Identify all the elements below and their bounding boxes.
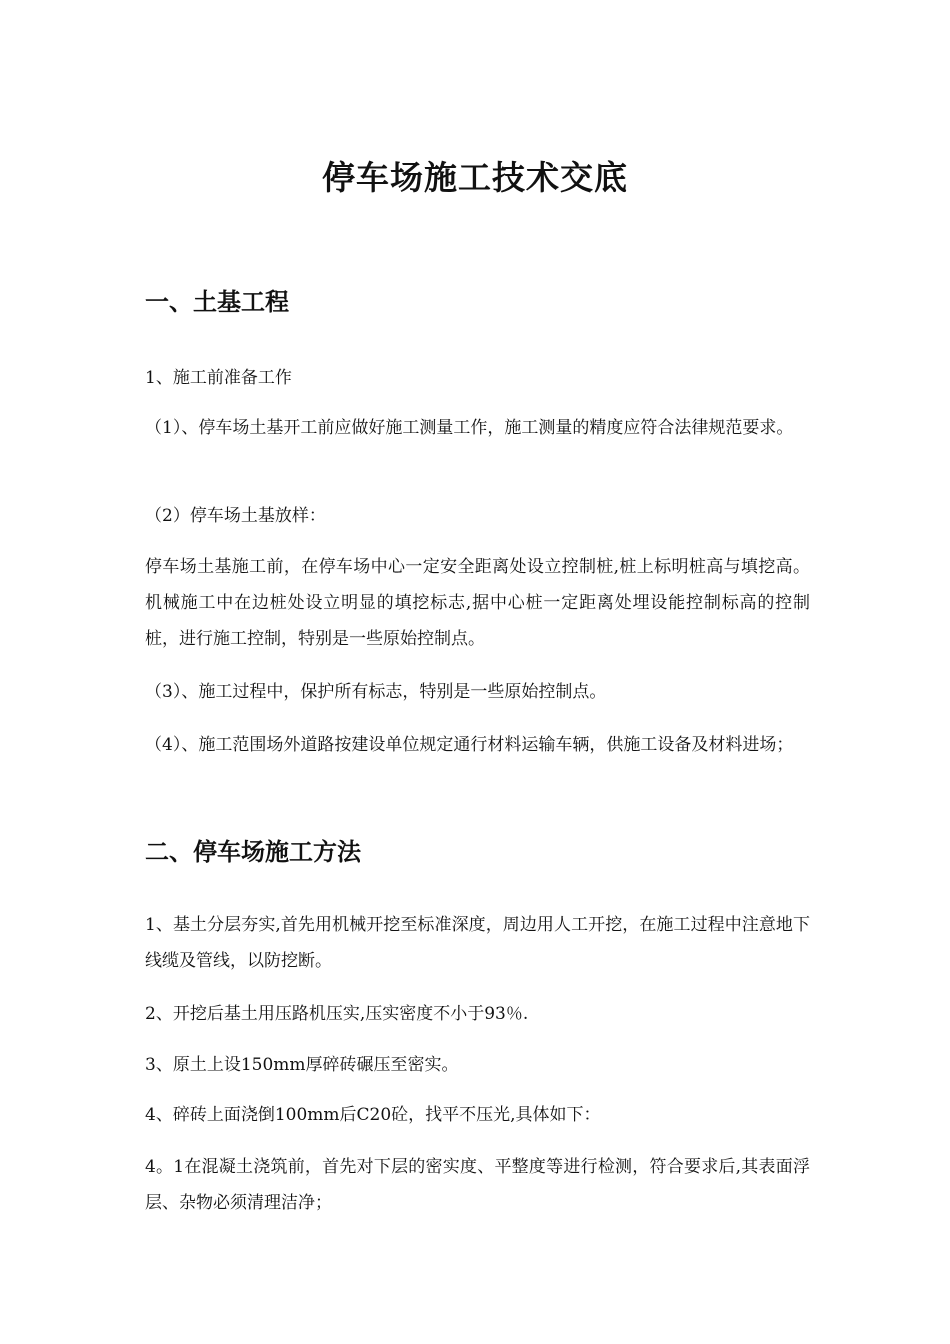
paragraph-pour-check: 4。1在混凝土浇筑前，首先对下层的密实度、平整度等进行检测，符合要求后,其表面浮层、杂物必须清理洁净； bbox=[145, 1157, 810, 1213]
document-title: 停车场施工技术交底 bbox=[322, 158, 628, 197]
paragraph-excavation: 1、基土分层夯实,首先用机械开挖至标准深度，周边用人工开挖，在施工过程中注意地下线缆及管线，以防挖断。 bbox=[145, 915, 810, 971]
paragraph-survey: （1）、停车场土基开工前应做好施工测量工作，施工测量的精度应符合法律规范要求。 bbox=[145, 418, 794, 438]
paragraph-concrete: 4、碎砖上面浇倒100mm后C20砼，找平不压光,具体如下： bbox=[145, 1105, 601, 1125]
paragraph-preparation: 1、施工前准备工作 bbox=[145, 368, 292, 388]
paragraph-compaction: 2、开挖后基土用压路机压实,压实密度不小于93％. bbox=[145, 1004, 529, 1024]
paragraph-layout: （2）停车场土基放样： bbox=[145, 506, 326, 526]
paragraph-protect-markers: （3）、施工过程中，保护所有标志，特别是一些原始控制点。 bbox=[145, 682, 607, 702]
paragraph-brick-layer: 3、原土上设150mm厚碎砖碾压至密实。 bbox=[145, 1055, 459, 1075]
paragraph-control-piles: 停车场土基施工前，在停车场中心一定安全距离处设立控制桩,桩上标明桩高与填挖高。机械施工中在边桩处设立明显的填挖标志,据中心桩一定距离处埋设能控制标高的控制桩，进行施工控制，特别是一些原始控制点。 bbox=[145, 557, 810, 649]
paragraph-access-roads: （4）、施工范围场外道路按建设单位规定通行材料运输车辆，供施工设备及材料进场； bbox=[145, 735, 794, 755]
section-heading-soil-foundation: 一、土基工程 bbox=[145, 288, 289, 316]
section-heading-construction-method: 二、停车场施工方法 bbox=[145, 838, 361, 866]
